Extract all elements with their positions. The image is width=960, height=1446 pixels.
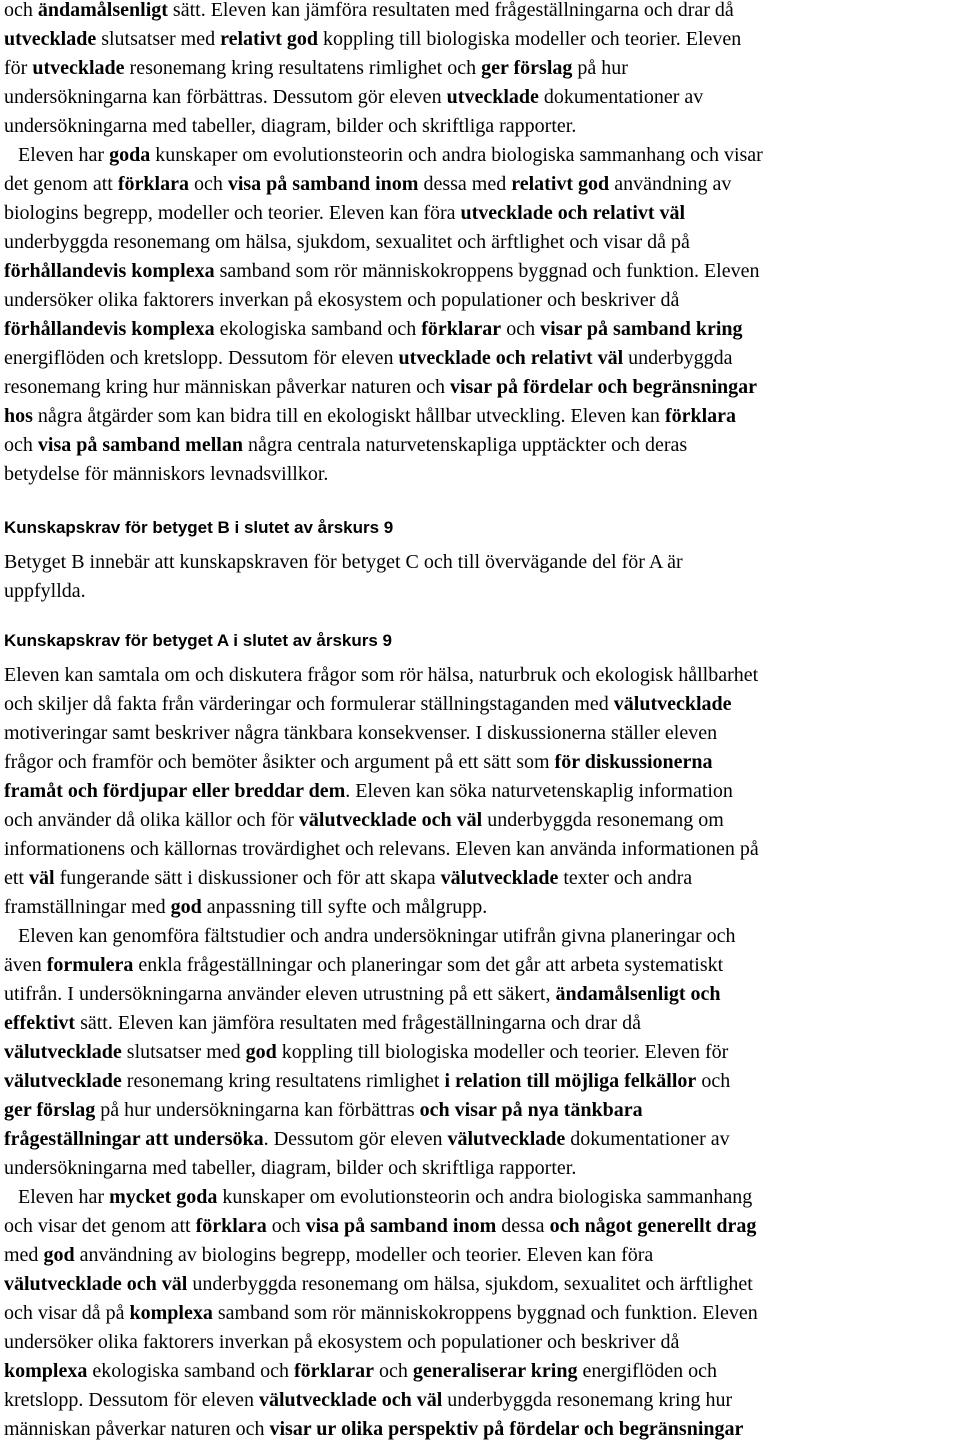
text-run: Betyget B innebär att kunskapskraven för betyget C och till övervägande del för A är bbox=[4, 551, 683, 573]
bold-phrase: välutvecklade och väl bbox=[4, 1273, 188, 1295]
text-run: samband som rör människokroppens byggnad och funktion. Eleven bbox=[212, 1302, 758, 1324]
text-run: frågor och framför och bemöter åsikter och argument på ett sätt som bbox=[4, 751, 555, 773]
bold-phrase: komplexa bbox=[4, 1360, 88, 1382]
text-line bbox=[4, 577, 958, 606]
text-line bbox=[4, 1154, 958, 1183]
text-run: ekologiska samband och bbox=[214, 318, 422, 340]
text-line bbox=[4, 83, 958, 112]
text-run: på hur undersökningarna kan förbättras bbox=[95, 1099, 420, 1121]
text-line bbox=[4, 1125, 958, 1154]
text-line bbox=[4, 170, 958, 199]
text-line bbox=[4, 548, 958, 577]
text-line bbox=[4, 1038, 958, 1067]
text-run: och bbox=[696, 1070, 731, 1092]
text-line bbox=[4, 777, 958, 806]
bold-phrase: ändamålsenligt bbox=[37, 0, 168, 21]
bold-phrase: god bbox=[245, 1041, 277, 1063]
bold-phrase: ger förslag bbox=[481, 57, 573, 79]
bold-phrase: mycket goda bbox=[109, 1186, 218, 1208]
text-line bbox=[4, 1386, 958, 1415]
text-run: och bbox=[188, 173, 228, 195]
bold-phrase: visa på samband inom bbox=[227, 173, 419, 195]
text-line bbox=[4, 980, 958, 1009]
text-run: Eleven har bbox=[18, 1186, 110, 1208]
text-line bbox=[4, 893, 958, 922]
bold-phrase: välutvecklade bbox=[4, 1041, 122, 1063]
bold-phrase: frågeställningar att undersöka bbox=[4, 1128, 264, 1150]
bold-phrase: utvecklade bbox=[32, 57, 125, 79]
bold-phrase: och något generellt drag bbox=[549, 1215, 757, 1237]
text-run: betydelse för människors levnadsvillkor. bbox=[4, 463, 329, 485]
text-run: resonemang kring resultatens rimlighet bbox=[121, 1070, 445, 1092]
text-run: och bbox=[266, 1215, 306, 1237]
text-line bbox=[4, 951, 958, 980]
bold-phrase: för diskussionerna bbox=[554, 751, 713, 773]
text-run: och använder då olika källor och för bbox=[4, 809, 299, 831]
text-run: informationens och källornas trovärdighet och relevans. Eleven kan använda informationen på bbox=[4, 838, 759, 860]
text-line bbox=[4, 1183, 958, 1212]
heading-grade-a: Kunskapskrav för betyget A i slutet av årskurs 9 bbox=[4, 631, 393, 650]
text-run: framställningar med bbox=[4, 896, 171, 918]
bold-phrase: effektivt bbox=[4, 1012, 76, 1034]
text-line bbox=[4, 112, 958, 141]
text-run: kunskaper om evolutionsteorin och andra biologiska sammanhang och visar bbox=[150, 144, 763, 166]
text-run: dessa bbox=[496, 1215, 550, 1237]
text-run: användning av bbox=[609, 173, 732, 195]
text-line bbox=[4, 431, 958, 460]
text-run: underbyggda resonemang kring hur bbox=[442, 1389, 733, 1411]
text-run: motiveringar samt beskriver några tänkbara konsekvenser. I diskussionerna ställer eleven bbox=[4, 722, 718, 744]
text-run: sätt. Eleven kan jämföra resultaten med frågeställningarna och drar då bbox=[167, 0, 734, 21]
bold-phrase: generaliserar kring bbox=[412, 1360, 578, 1382]
text-run: några åtgärder som kan bidra till en ekologiskt hållbar utveckling. Eleven kan bbox=[32, 405, 665, 427]
text-run: underbyggda bbox=[623, 347, 733, 369]
text-line bbox=[4, 1415, 958, 1444]
text-run: några centrala naturvetenskapliga upptäckter och deras bbox=[242, 434, 688, 456]
bold-phrase: väl bbox=[29, 867, 55, 889]
text-run: och bbox=[4, 0, 38, 21]
text-run: texter och andra bbox=[558, 867, 693, 889]
text-run: även bbox=[4, 954, 47, 976]
text-run: och bbox=[4, 434, 38, 456]
bold-phrase: välutvecklade bbox=[613, 693, 732, 715]
bold-phrase: förklarar bbox=[293, 1360, 374, 1382]
text-run: utifrån. I undersökningarna använder eleven utrustning på ett säkert, bbox=[4, 983, 556, 1005]
text-run: med bbox=[4, 1244, 44, 1266]
bold-phrase: välutvecklade bbox=[4, 1070, 122, 1092]
text-run: slutsatser med bbox=[96, 28, 221, 50]
grade-a-text bbox=[4, 661, 958, 1444]
bold-phrase: välutvecklade bbox=[440, 867, 559, 889]
text-line bbox=[4, 25, 958, 54]
text-line bbox=[4, 1067, 958, 1096]
heading-grade-b: Kunskapskrav för betyget B i slutet av årskurs 9 bbox=[4, 518, 394, 537]
text-run: ekologiska samband och bbox=[87, 1360, 294, 1382]
bold-phrase: visar på fördelar och begränsningar bbox=[449, 376, 758, 398]
text-run: underbyggda resonemang om hälsa, sjukdom, sexualitet och ärftlighet bbox=[187, 1273, 753, 1295]
text-line bbox=[4, 286, 958, 315]
text-run: energiflöden och kretslopp. Dessutom för eleven bbox=[4, 347, 399, 369]
text-line bbox=[4, 748, 958, 777]
text-line bbox=[4, 1212, 958, 1241]
bold-phrase: välutvecklade bbox=[447, 1128, 566, 1150]
text-run: och visar då på bbox=[4, 1302, 130, 1324]
text-line bbox=[4, 402, 958, 431]
text-line bbox=[4, 344, 958, 373]
text-line bbox=[4, 199, 958, 228]
text-line bbox=[4, 0, 958, 25]
bold-phrase: och visar på nya tänkbara bbox=[419, 1099, 643, 1121]
text-line bbox=[4, 141, 958, 170]
text-run: underbyggda resonemang om hälsa, sjukdom, sexualitet och ärftlighet och visar då på bbox=[4, 231, 690, 253]
bold-phrase: förklarar bbox=[421, 318, 502, 340]
text-line bbox=[4, 1096, 958, 1125]
text-run: koppling till biologiska modeller och teorier. Eleven bbox=[318, 28, 742, 50]
text-line bbox=[4, 1009, 958, 1038]
text-line bbox=[4, 1299, 958, 1328]
text-line bbox=[4, 257, 958, 286]
text-line bbox=[4, 1328, 958, 1357]
text-run: för bbox=[4, 57, 33, 79]
text-run: . Dessutom gör eleven bbox=[263, 1128, 448, 1150]
text-run: Eleven kan genomföra fältstudier och andra undersökningar utifrån givna planeringar och bbox=[18, 925, 736, 947]
bold-phrase: välutvecklade och väl bbox=[258, 1389, 443, 1411]
text-run: dessa med bbox=[418, 173, 512, 195]
text-run: kretslopp. Dessutom för eleven bbox=[4, 1389, 259, 1411]
text-line bbox=[4, 460, 958, 489]
text-line bbox=[4, 835, 958, 864]
text-run: resonemang kring resultatens rimlighet och bbox=[124, 57, 482, 79]
bold-phrase: förhållandevis komplexa bbox=[4, 318, 215, 340]
text-run: slutsatser med bbox=[121, 1041, 246, 1063]
grade-b-text bbox=[4, 548, 958, 606]
bold-phrase: formulera bbox=[46, 954, 134, 976]
text-run: undersökningarna med tabeller, diagram, bilder och skriftliga rapporter. bbox=[4, 115, 577, 137]
text-run: undersöker olika faktorers inverkan på ekosystem och populationer och beskriver då bbox=[4, 1331, 680, 1353]
text-line bbox=[4, 661, 958, 690]
text-run: undersökningarna kan förbättras. Dessutom gör eleven bbox=[4, 86, 447, 108]
bold-phrase: komplexa bbox=[129, 1302, 213, 1324]
text-line bbox=[4, 315, 958, 344]
bold-phrase: god bbox=[43, 1244, 75, 1266]
text-run: på hur bbox=[572, 57, 628, 79]
text-run: resonemang kring hur människan påverkar naturen och bbox=[4, 376, 450, 398]
text-run: anpassning till syfte och målgrupp. bbox=[201, 896, 488, 918]
bold-phrase: visa på samband inom bbox=[305, 1215, 497, 1237]
text-run: och bbox=[501, 318, 541, 340]
bold-phrase: relativt god bbox=[220, 28, 319, 50]
bold-phrase: utvecklade bbox=[4, 28, 97, 50]
text-run: biologins begrepp, modeller och teorier. Eleven kan föra bbox=[4, 202, 461, 224]
text-line bbox=[4, 373, 958, 402]
text-line bbox=[4, 1357, 958, 1386]
bold-phrase: visar på samband kring bbox=[540, 318, 743, 340]
bold-phrase: hos bbox=[4, 405, 33, 427]
text-run: sätt. Eleven kan jämföra resultaten med frågeställningarna och drar då bbox=[75, 1012, 641, 1034]
text-line bbox=[4, 690, 958, 719]
text-line bbox=[4, 1241, 958, 1270]
text-run: och bbox=[373, 1360, 413, 1382]
text-line bbox=[4, 864, 958, 893]
bold-phrase: goda bbox=[109, 144, 151, 166]
text-line bbox=[4, 54, 958, 83]
bold-phrase: förklara bbox=[195, 1215, 267, 1237]
text-run: Eleven har bbox=[18, 144, 110, 166]
text-run: ett bbox=[4, 867, 29, 889]
grade-c-continuation bbox=[4, 0, 958, 489]
text-run: fungerande sätt i diskussioner och för att skapa bbox=[54, 867, 441, 889]
text-run: och visar det genom att bbox=[4, 1215, 196, 1237]
text-run: energiflöden och bbox=[577, 1360, 718, 1382]
text-run: uppfyllda. bbox=[4, 580, 86, 602]
text-run: samband som rör människokroppens byggnad och funktion. Eleven bbox=[214, 260, 760, 282]
text-run: . Eleven kan söka naturvetenskaplig information bbox=[345, 780, 733, 802]
text-line bbox=[4, 806, 958, 835]
bold-phrase: förhållandevis komplexa bbox=[4, 260, 215, 282]
bold-phrase: utvecklade och relativt väl bbox=[460, 202, 686, 224]
text-run: och skiljer då fakta från värderingar och formulerar ställningstaganden med bbox=[4, 693, 614, 715]
bold-phrase: relativt god bbox=[511, 173, 610, 195]
text-line bbox=[4, 1270, 958, 1299]
text-run: användning av biologins begrepp, modeller och teorier. Eleven kan föra bbox=[74, 1244, 654, 1266]
text-run: människan påverkar naturen och bbox=[4, 1418, 270, 1440]
bold-phrase: i relation till möjliga felkällor bbox=[444, 1070, 697, 1092]
bold-phrase: ger förslag bbox=[4, 1099, 96, 1121]
text-run: dokumentationer av bbox=[538, 86, 704, 108]
text-run: koppling till biologiska modeller och teorier. Eleven för bbox=[276, 1041, 729, 1063]
text-run: Eleven kan samtala om och diskutera frågor som rör hälsa, naturbruk och ekologisk hållbarhet bbox=[4, 664, 759, 686]
bold-phrase: visar ur olika perspektiv på fördelar och begränsningar bbox=[269, 1418, 744, 1440]
text-run: enkla frågeställningar och planeringar som det går att arbeta systematiskt bbox=[133, 954, 724, 976]
bold-phrase: förklara bbox=[117, 173, 189, 195]
text-line bbox=[4, 228, 958, 257]
bold-phrase: välutvecklade och väl bbox=[298, 809, 483, 831]
text-line bbox=[4, 922, 958, 951]
bold-phrase: visa på samband mellan bbox=[37, 434, 243, 456]
bold-phrase: förklara bbox=[664, 405, 737, 427]
text-run: undersökningarna med tabeller, diagram, bilder och skriftliga rapporter. bbox=[4, 1157, 577, 1179]
text-run: dokumentationer av bbox=[565, 1128, 730, 1150]
bold-phrase: ändamålsenligt och bbox=[555, 983, 721, 1005]
bold-phrase: utvecklade och relativt väl bbox=[398, 347, 624, 369]
bold-phrase: god bbox=[170, 896, 202, 918]
text-line bbox=[4, 719, 958, 748]
text-run: undersöker olika faktorers inverkan på ekosystem och populationer och beskriver då bbox=[4, 289, 680, 311]
bold-phrase: framåt och fördjupar eller breddar dem bbox=[4, 780, 346, 802]
text-run: det genom att bbox=[4, 173, 118, 195]
bold-phrase: utvecklade bbox=[446, 86, 539, 108]
text-run: underbyggda resonemang om bbox=[482, 809, 724, 831]
text-run: kunskaper om evolutionsteorin och andra biologiska sammanhang bbox=[217, 1186, 753, 1208]
